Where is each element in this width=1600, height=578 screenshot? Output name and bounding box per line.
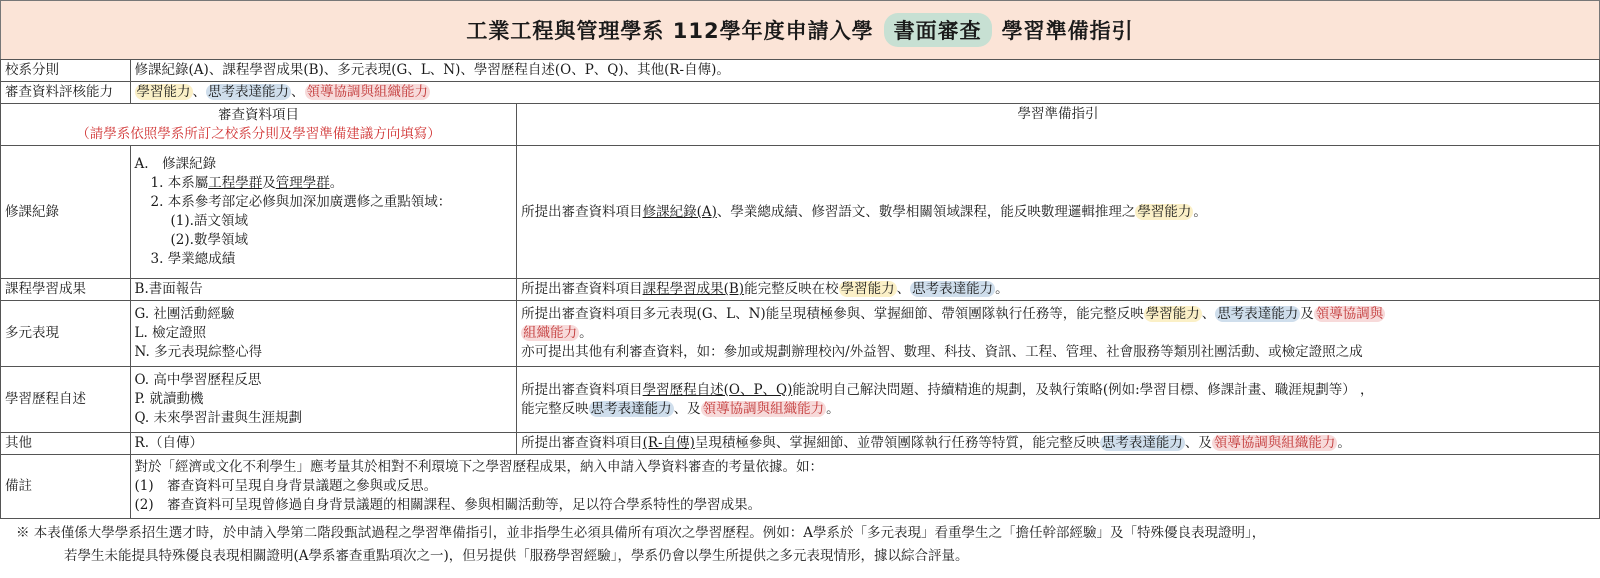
course-guide-ability: 學習能力 bbox=[1137, 203, 1192, 220]
title-text-end: 學習準備指引 bbox=[1001, 19, 1134, 43]
course-item-2-2: (2).數學領域 bbox=[170, 232, 248, 248]
portfolio-guide-line2-pre: 能完整反映 bbox=[521, 400, 589, 417]
results-guide-end: 。 bbox=[995, 281, 1009, 297]
other-item: R.（自傳） bbox=[130, 433, 517, 455]
course-label: 修課紀錄 bbox=[1, 146, 131, 279]
results-guide-pre: 所提出審查資料項目 bbox=[521, 281, 643, 297]
portfolio-label: 學習歷程自述 bbox=[1, 367, 131, 433]
diverse-guide-pre: 所提出審查資料項目多元表現(G、L、N)能呈現積極參與、掌握細節、帶領團隊執行任務等，能完整反映 bbox=[521, 306, 1144, 322]
course-item-2-1: (1).語文領域 bbox=[170, 213, 248, 229]
diverse-guide-ability-3b: 組織能力 bbox=[523, 325, 578, 341]
header-items: 審查資料項目 bbox=[218, 106, 300, 123]
other-label: 其他 bbox=[1, 433, 131, 455]
course-items bbox=[130, 146, 517, 279]
title-highlight: 書面審查 bbox=[884, 13, 992, 47]
portfolio-guide-ability-2: 領導協調與組織能力 bbox=[702, 400, 825, 417]
portfolio-guide-line-2 bbox=[521, 400, 1595, 419]
portfolio-guide-ability-1: 思考表達能力 bbox=[590, 400, 672, 417]
diverse-guide-ability-3a: 領導協調與 bbox=[1315, 306, 1384, 322]
other-guide-end: 。 bbox=[1337, 435, 1351, 451]
diverse-guide-extra: 亦可提出其他有利審查資料，如：參加或規劃辦理校內/外益智、數理、科技、資訊、工程、管理、社會服務等類別社團活動、或檢定證照之成 bbox=[521, 344, 1363, 360]
diverse-guide-line-2 bbox=[521, 324, 1595, 343]
diverse-guide-end: 。 bbox=[579, 325, 593, 341]
diverse-label: 多元表現 bbox=[1, 301, 131, 367]
remarks-label: 備註 bbox=[1, 455, 131, 519]
course-guide bbox=[517, 146, 1600, 279]
remarks-line-2: (1) 審查資料可呈現自身背景議題之參與或反思。 bbox=[134, 478, 438, 494]
other-guide-ability-1: 思考表達能力 bbox=[1101, 435, 1183, 451]
results-row bbox=[1, 279, 1600, 301]
diverse-guide-ability-2: 思考表達能力 bbox=[1217, 306, 1299, 322]
diverse-guide-sep: 、 bbox=[1201, 306, 1216, 322]
footer-line-2: 若學生未能提具特殊優良表現相關證明(A學系審查重點項次之一)，但另提供「服務學習經驗」，學系仍會以學生所提供之多元表現情形，據以綜合評量。 bbox=[64, 548, 969, 564]
remarks-line-1: 對於「經濟或文化不利學生」應考量其於相對不利環境下之學習歷程成果，納入申請入學資料審查的考量依據。如： bbox=[134, 459, 824, 475]
other-guide-item: (R-自傳) bbox=[642, 435, 695, 451]
course-item-2: 2. 本系參考部定必修與加深加廣選修之重點領域： bbox=[150, 194, 452, 210]
ability-sep: 、 bbox=[192, 84, 207, 100]
diverse-item-l: L. 檢定證照 bbox=[134, 325, 207, 341]
portfolio-item-q: Q. 未來學習計畫與生涯規劃 bbox=[134, 410, 303, 426]
course-item-3: 3. 學業總成績 bbox=[150, 251, 236, 267]
portfolio-guide-end: 。 bbox=[826, 400, 840, 417]
other-row bbox=[1, 433, 1600, 455]
diverse-guide-ability-1: 學習能力 bbox=[1145, 306, 1200, 322]
course-item-1-pre: 1. 本系屬 bbox=[150, 175, 209, 191]
results-item: B.書面報告 bbox=[130, 279, 517, 301]
course-row bbox=[1, 146, 1600, 279]
page-title bbox=[0, 0, 1600, 60]
results-guide-item: 課程學習成果(B) bbox=[642, 281, 745, 297]
ability-label: 審查資料評核能力 bbox=[1, 82, 131, 104]
other-guide-sep: 、及 bbox=[1184, 435, 1212, 451]
other-guide-pre: 所提出審查資料項目 bbox=[521, 435, 643, 451]
portfolio-guide-pre: 所提出審查資料項目 bbox=[521, 381, 643, 398]
header-guide: 學習準備指引 bbox=[517, 104, 1600, 146]
footer-line-1: ※ 本表僅係大學學系招生選才時，於申請入學第二階段甄試過程之學習準備指引，並非指學生必須具備所有項次之學習歷程。例如：A學系於「多元表現」看重學生之「擔任幹部經驗」及「特殊優良表現證明」， bbox=[16, 525, 1266, 541]
portfolio-guide-sep: 、及 bbox=[673, 400, 701, 417]
results-guide-ability-2: 思考表達能力 bbox=[912, 281, 994, 297]
diverse-items bbox=[130, 301, 517, 367]
portfolio-row bbox=[1, 367, 1600, 433]
diverse-guide-and: 及 bbox=[1300, 306, 1314, 322]
course-guide-mid: 、學業總成績、修習語文、數學相關領域課程，能反映數理邏輯推理之 bbox=[716, 203, 1136, 220]
dept-rule-label: 校系分則 bbox=[1, 60, 131, 82]
course-item-1-mid: 及 bbox=[262, 175, 276, 191]
ability-learning: 學習能力 bbox=[136, 84, 191, 100]
course-item-1-group2: 管理學群 bbox=[275, 175, 330, 191]
portfolio-item-o: O. 高中學習歷程反思 bbox=[134, 372, 262, 388]
course-guide-end: 。 bbox=[1193, 203, 1207, 220]
ability-leadership: 領導協調與組織能力 bbox=[306, 84, 429, 100]
course-guide-item: 修課紀錄(A) bbox=[642, 203, 717, 220]
course-item-1-group1: 工程學群 bbox=[208, 175, 263, 191]
course-guide-pre: 所提出審查資料項目 bbox=[521, 203, 643, 220]
dept-rule-row bbox=[1, 60, 1600, 82]
remarks-row bbox=[1, 455, 1600, 519]
ability-row bbox=[1, 82, 1600, 104]
course-item-a: A. 修課紀錄 bbox=[134, 156, 217, 172]
diverse-item-n: N. 多元表現綜整心得 bbox=[134, 344, 263, 360]
diverse-item-g: G. 社團活動經驗 bbox=[134, 306, 235, 322]
diverse-guide bbox=[517, 301, 1600, 367]
portfolio-item-p: P. 就讀動機 bbox=[134, 391, 204, 407]
footer-note bbox=[0, 522, 1600, 568]
diverse-row bbox=[1, 301, 1600, 367]
results-guide bbox=[517, 279, 1600, 301]
ability-value bbox=[130, 82, 1599, 104]
header-items-cell bbox=[1, 104, 517, 146]
ability-thinking: 思考表達能力 bbox=[208, 84, 290, 100]
remarks-line-3: (2) 審查資料可呈現曾修過自身背景議題的相關課程、參與相關活動等，足以符合學系特性的學習成果。 bbox=[134, 497, 762, 513]
header-row bbox=[1, 104, 1600, 146]
other-guide-ability-2: 領導協調與組織能力 bbox=[1213, 435, 1336, 451]
diverse-guide-line-1 bbox=[521, 305, 1595, 324]
header-items-note: （請學系依照學系所訂之校系分則及學習準備建議方向填寫） bbox=[76, 125, 441, 142]
portfolio-guide bbox=[517, 367, 1600, 433]
other-guide bbox=[517, 433, 1600, 455]
portfolio-guide-item: 學習歷程自述(O、P、Q) bbox=[642, 381, 793, 398]
portfolio-items bbox=[130, 367, 517, 433]
remarks-body bbox=[130, 455, 1599, 519]
portfolio-guide-line-1 bbox=[521, 381, 1595, 400]
results-guide-ability-1: 學習能力 bbox=[840, 281, 895, 297]
guide-table bbox=[0, 59, 1600, 519]
results-guide-sep: 、 bbox=[896, 281, 911, 297]
dept-rule-value: 修課紀錄(A)、課程學習成果(B)、多元表現(G、L、N)、學習歷程自述(O、P、Q)、其他(R-自傳)。 bbox=[130, 60, 1599, 82]
results-guide-mid: 能完整反映在校 bbox=[744, 281, 839, 297]
portfolio-guide-mid: 能說明自己解決問題、持續精進的規劃，及執行策略(例如:學習目標、修課計畫、職涯規劃等） ， bbox=[792, 381, 1374, 398]
title-text: 工業工程與管理學系 112學年度申請入學 bbox=[466, 19, 874, 43]
ability-sep: 、 bbox=[291, 84, 305, 100]
results-label: 課程學習成果 bbox=[1, 279, 131, 301]
course-item-1-end: 。 bbox=[329, 175, 344, 191]
course-item-1 bbox=[135, 174, 513, 193]
other-guide-mid: 呈現積極參與、掌握細節、並帶領團隊執行任務等特質，能完整反映 bbox=[694, 435, 1100, 451]
